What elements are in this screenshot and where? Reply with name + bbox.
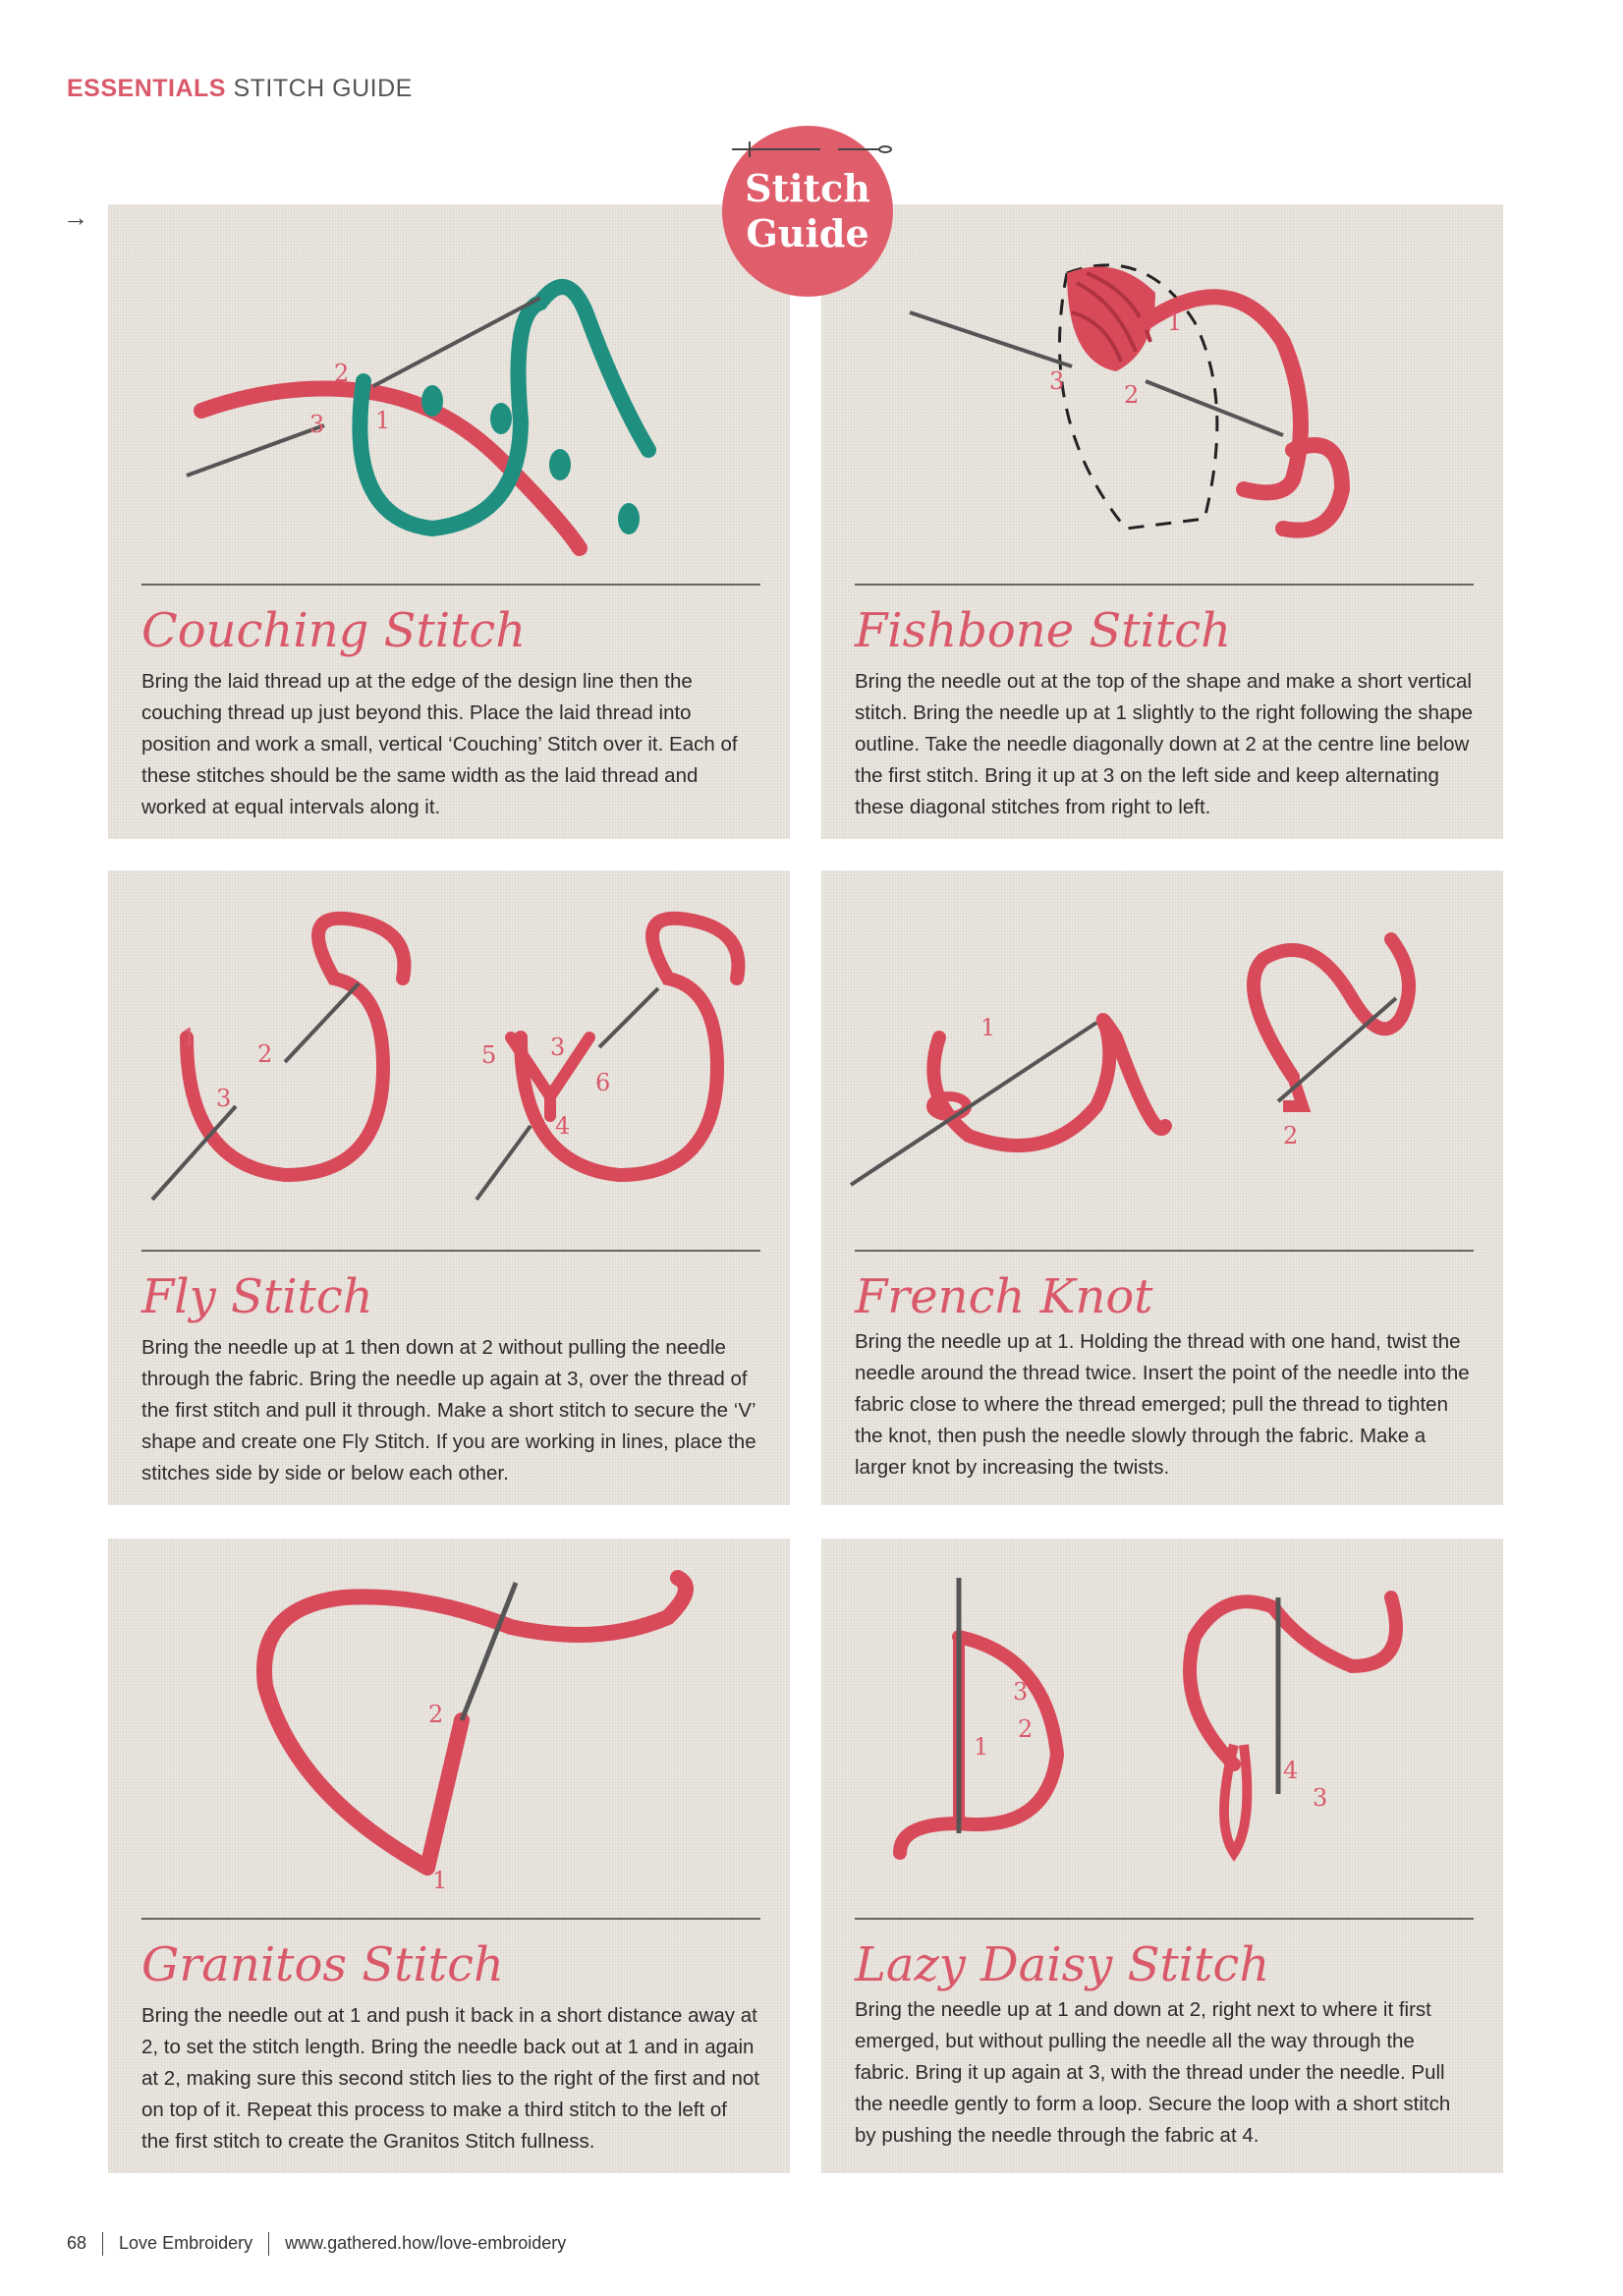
card-lazy-daisy-stitch bbox=[821, 1539, 1503, 2173]
footer-divider bbox=[268, 2232, 269, 2256]
card-title: Fly Stitch bbox=[141, 1269, 373, 1324]
fishbone-stitch-illustration bbox=[821, 204, 1503, 597]
card-body: Bring the needle up at 1. Holding the thread with one hand, twist the needle around the thread twice. Insert the point of the needle into the fabric close to where the thread emerged; pull the thread to tighten the knot, then push the needle slowly through the fabric. Make a larger knot by increasing the twists. bbox=[855, 1330, 1470, 1479]
section-title: STITCH GUIDE bbox=[233, 75, 413, 102]
step-label: 6 bbox=[595, 1069, 611, 1096]
card-title: Granitos Stitch bbox=[141, 1937, 504, 1992]
magazine-name: Love Embroidery bbox=[119, 2232, 253, 2253]
card-title: Lazy Daisy Stitch bbox=[855, 1937, 1270, 1992]
card-body: Bring the needle up at 1 then down at 2 without pulling the needle through the fabric. Bring the needle up again at 3, over the thread of the first stitch and pull it through. Make a short stitch to secure the ‘V’ shape and create one Fly Stitch. If you are working in lines, place the stitches side by side or below each other. bbox=[141, 1336, 756, 1484]
granitos-stitch-illustration bbox=[108, 1539, 790, 1932]
card-body: Bring the needle out at 1 and push it back in a short distance away at 2, to set the stitch length. Bring the needle back out at 1 and in again at 2, making sure this second stitch lies to the right of the first and not on top of it. Repeat this process to make a third stitch to the left of the first stitch to create the Granitos Stitch fullness. bbox=[141, 2004, 759, 2153]
step-label: 1 bbox=[432, 1867, 448, 1894]
divider bbox=[141, 584, 760, 586]
card-title: French Knot bbox=[855, 1269, 1153, 1324]
step-label: 3 bbox=[550, 1034, 566, 1061]
step-label: 2 bbox=[1124, 381, 1140, 409]
step-label: 1 bbox=[974, 1733, 989, 1761]
step-label: 2 bbox=[334, 360, 350, 387]
section-label: ESSENTIALS bbox=[67, 75, 226, 102]
magazine-url[interactable]: www.gathered.how/love-embroidery bbox=[285, 2232, 567, 2253]
divider bbox=[855, 584, 1474, 586]
divider bbox=[141, 1250, 760, 1252]
needle-thread-icon bbox=[722, 138, 893, 167]
badge-line-1: Stitch bbox=[745, 166, 870, 210]
page-footer bbox=[67, 2232, 566, 2256]
french-knot-illustration bbox=[821, 870, 1503, 1263]
step-label: 5 bbox=[481, 1041, 497, 1069]
couching-stitch-illustration bbox=[108, 204, 790, 597]
step-label: 2 bbox=[257, 1040, 273, 1068]
step-label: 3 bbox=[309, 411, 325, 438]
card-title: Fishbone Stitch bbox=[855, 603, 1232, 658]
badge-line-2: Guide bbox=[746, 211, 869, 255]
step-label: 1 bbox=[1167, 308, 1183, 336]
lazy-daisy-stitch-illustration bbox=[821, 1539, 1503, 1932]
step-label: 4 bbox=[1283, 1757, 1299, 1784]
step-label: 1 bbox=[375, 407, 391, 434]
step-label: 3 bbox=[1049, 367, 1065, 395]
step-label: 3 bbox=[1013, 1678, 1029, 1706]
step-label: 3 bbox=[1313, 1784, 1328, 1812]
step-label: 4 bbox=[555, 1112, 571, 1140]
step-label: 3 bbox=[216, 1085, 232, 1112]
page-header bbox=[67, 75, 413, 103]
footer-divider bbox=[102, 2232, 103, 2256]
step-label: 1 bbox=[182, 1024, 197, 1051]
step-label: 1 bbox=[980, 1014, 996, 1041]
arrow-right-icon: → bbox=[63, 202, 88, 232]
card-body: Bring the laid thread up at the edge of the design line then the couching thread up just beyond this. Place the laid thread into position and work a small, vertical ‘Couching’ Stitch over it. Each of these stitches should be the same width as the laid thread and worked at equal intervals along it. bbox=[141, 670, 738, 818]
step-label: 2 bbox=[428, 1701, 444, 1728]
divider bbox=[855, 1250, 1474, 1252]
step-label: 2 bbox=[1283, 1122, 1299, 1149]
card-granitos-stitch bbox=[108, 1539, 790, 2173]
card-title: Couching Stitch bbox=[141, 603, 527, 658]
card-fishbone-stitch bbox=[821, 204, 1503, 839]
card-french-knot bbox=[821, 870, 1503, 1505]
card-fly-stitch bbox=[108, 870, 790, 1505]
step-label: 2 bbox=[1018, 1715, 1034, 1743]
divider bbox=[855, 1918, 1474, 1920]
divider bbox=[141, 1918, 760, 1920]
card-body: Bring the needle out at the top of the shape and make a short vertical stitch. Bring the needle up at 1 slightly to the right following the shape outline. Take the needle diagonally down at 2 at the centre line below the first stitch. Bring it up at 3 on the left side and keep alternating these diagonal stitches from right to left. bbox=[855, 670, 1474, 818]
fly-stitch-illustration bbox=[108, 870, 790, 1263]
card-body: Bring the needle up at 1 and down at 2, right next to where it first emerged, but without pulling the needle all the way through the fabric. Bring it up again at 3, with the thread under the needle. Pull the needle gently to form a loop. Secure the loop with a short stitch by pushing the needle through the fabric at 4. bbox=[855, 1998, 1451, 2147]
card-couching-stitch bbox=[108, 204, 790, 839]
page-number: 68 bbox=[67, 2232, 87, 2253]
